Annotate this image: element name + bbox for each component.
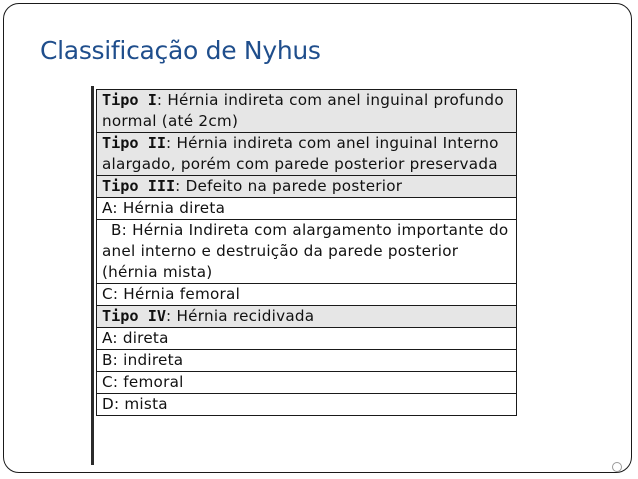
subtype-text: A: Hérnia direta [97, 198, 517, 220]
subtype-text: D: mista [97, 394, 517, 416]
table-row-subtype [97, 284, 517, 306]
tipo-description: : Hérnia indireta com anel inguinal profundo normal (até 2cm) [102, 91, 504, 130]
table-row-subtype [97, 350, 517, 372]
table-row-subtype [97, 220, 517, 284]
table-row-tipo-4 [97, 306, 517, 328]
image-left-edge [91, 86, 94, 465]
table-cell [97, 306, 517, 328]
tipo-label: Tipo IV [102, 307, 167, 325]
tipo-label: Tipo III [102, 177, 176, 195]
tipo-label: Tipo II [102, 134, 167, 152]
subtype-text: C: femoral [97, 372, 517, 394]
slide-corner-dot [612, 462, 622, 472]
table-row-subtype [97, 372, 517, 394]
table-row-tipo-1 [97, 90, 517, 133]
table-row-subtype [97, 328, 517, 350]
subtype-text [97, 220, 517, 284]
slide-title: Classificação de Nyhus [40, 36, 321, 65]
nyhus-classification-table [96, 89, 517, 416]
table-cell [97, 90, 517, 133]
subtype-text: C: Hérnia femoral [97, 284, 517, 306]
table-row-subtype [97, 394, 517, 416]
tipo-label: Tipo I [102, 91, 157, 109]
table-cell [97, 133, 517, 176]
tipo-description: : Hérnia recidivada [166, 307, 315, 325]
nyhus-classification-image [91, 80, 520, 465]
table-row-subtype [97, 198, 517, 220]
tipo-description: : Hérnia indireta com anel inguinal Interno alargado, porém com parede posterior preservada [102, 134, 499, 173]
table-row-tipo-2 [97, 133, 517, 176]
table-cell [97, 176, 517, 198]
tipo-description: : Defeito na parede posterior [175, 177, 403, 195]
table-row-tipo-3 [97, 176, 517, 198]
subtype-text: A: direta [97, 328, 517, 350]
subtype-text-content: B: Hérnia Indireta com alargamento importante do anel interno e destruição da parede posterior (hérnia mista) [102, 221, 509, 281]
subtype-text: B: indireta [97, 350, 517, 372]
